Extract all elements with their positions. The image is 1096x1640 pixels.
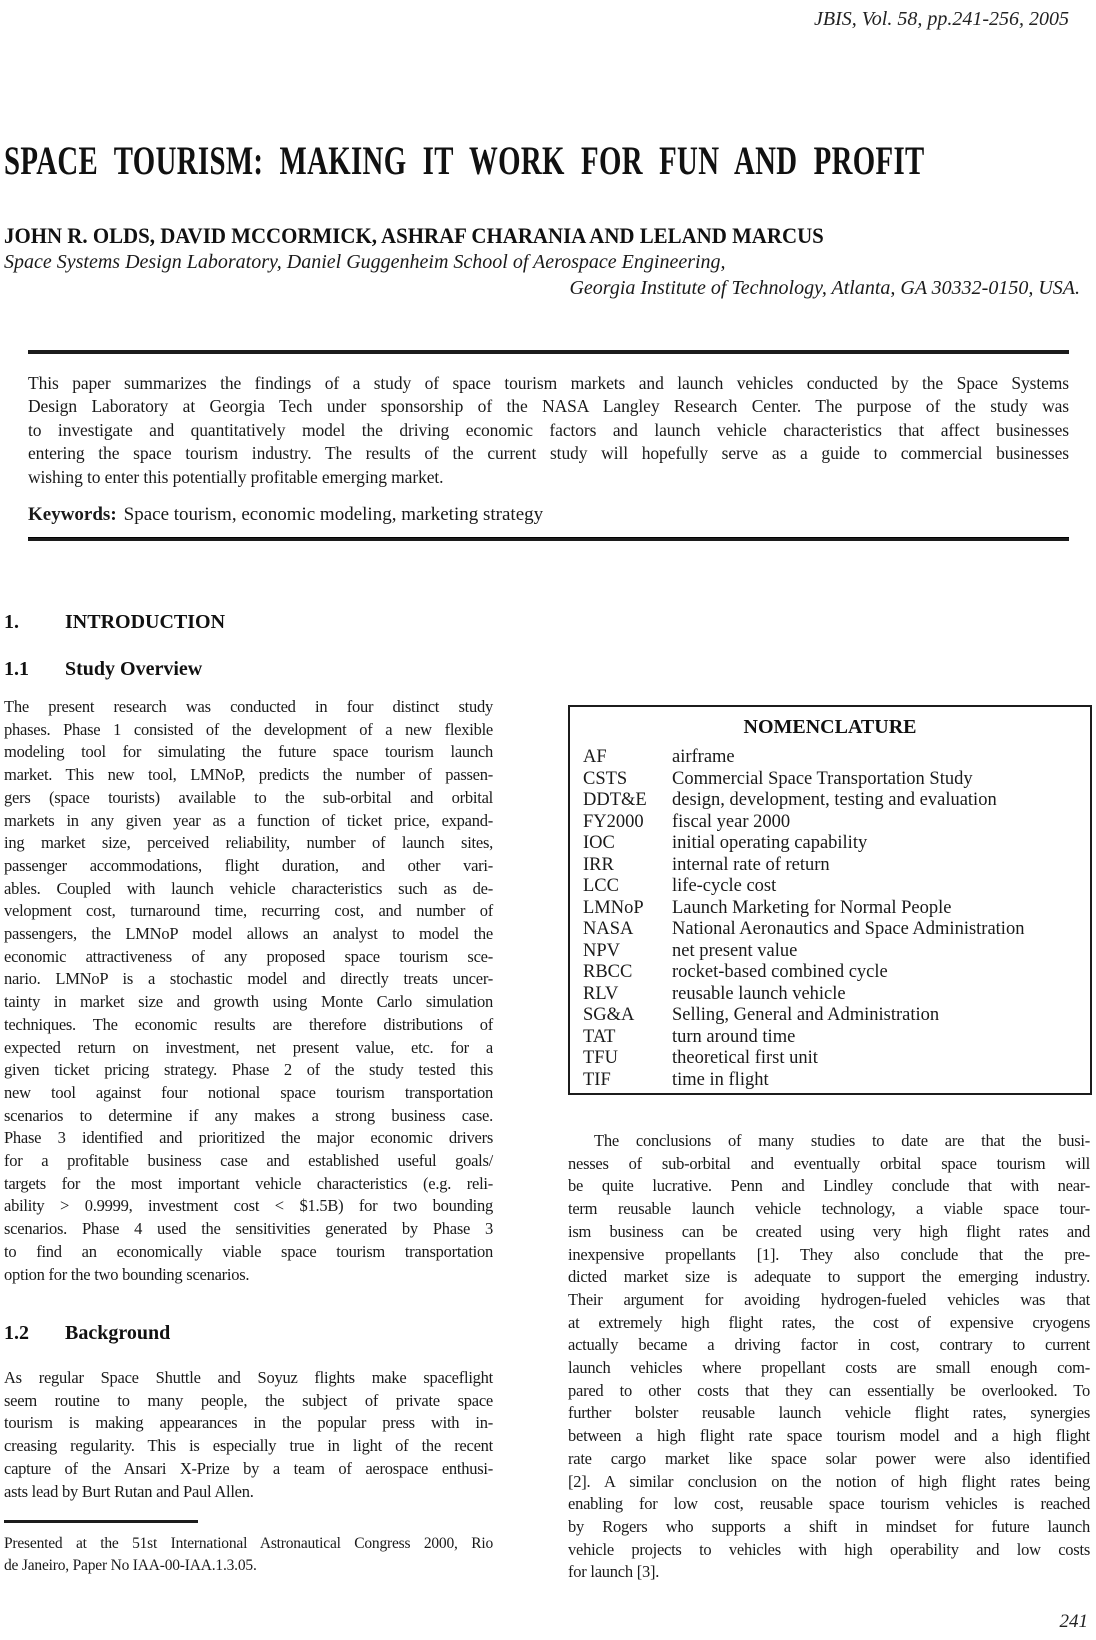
text-line: rate cargo market like space solar power were also identified [568,1448,1090,1468]
text-line: entering the space tourism industry. The results of the current study will hopefully serve as a guide to commercial businesses [28,443,1069,464]
nomenclature-def: fiscal year 2000 [672,811,791,832]
nomenclature-def: internal rate of return [672,854,830,875]
nomenclature-row [583,1048,1082,1070]
text-line: inexpensive propellants [1]. They also conclude that the pre- [568,1244,1090,1264]
text-line: Their argument for avoiding hydrogen-fueled vehicles was that [568,1289,1090,1309]
text-line: passengers, the LMNoP model allows an analyst to model the [4,924,493,944]
nomenclature-abbr: TIF [583,1069,611,1090]
text-line: term reusable launch vehicle technology, a viable space tour- [568,1199,1090,1219]
nomenclature-abbr: SG&A [583,1005,635,1025]
nomenclature-row [583,962,1082,984]
paragraph-study-overview [4,696,493,1286]
abstract-text [28,372,1069,489]
section-title: Study Overview [65,658,203,680]
text-line: This paper summarizes the findings of a study of space tourism markets and launch vehicles conducted by the Space Systems [28,373,1069,393]
text-line: modeling tool for simulating the future space tourism launch [4,742,493,762]
text-line: nario. LMNoP is a stochastic model and directly treats uncer- [4,969,493,989]
authors-line: JOHN R. OLDS, DAVID MCCORMICK, ASHRAF CHARANIA AND LELAND MARCUS [4,223,824,248]
journal-reference: JBIS, Vol. 58, pp.241-256, 2005 [814,8,1069,30]
nomenclature-abbr: RLV [583,983,619,1004]
paper-title: SPACE TOURISM: MAKING IT WORK FOR FUN AND PROFIT [4,138,925,183]
abstract-top-rule [28,350,1069,354]
text-line: [2]. A similar conclusion on the notion of high flight rates being [568,1471,1090,1491]
nomenclature-def: design, development, testing and evaluation [672,790,997,810]
text-line: ability > 0.9999, investment cost < $1.5B) for two bounding [4,1196,493,1216]
keywords-line [28,504,543,526]
text-line: As regular Space Shuttle and Soyuz flights make spaceflight [4,1368,493,1387]
nomenclature-def: reusable launch vehicle [672,983,846,1004]
nomenclature-row [583,769,1082,791]
text-line: The conclusions of many studies to date are that the busi- [594,1131,1090,1150]
nomenclature-abbr: CSTS [583,768,628,789]
section-number: 1.1 [4,658,29,680]
text-line: nesses of sub-orbital and eventually orbital space tourism will [568,1153,1090,1173]
nomenclature-list [570,747,1090,1091]
nomenclature-abbr: LCC [583,876,619,896]
text-line: at extremely high flight rates, the cost of expensive cryogens [568,1312,1090,1332]
abstract-bottom-rule [28,537,1069,541]
text-line: tourism is making appearances in the popular press with in- [4,1413,493,1433]
nomenclature-abbr: RBCC [583,962,633,982]
nomenclature-def: airframe [672,747,735,767]
nomenclature-abbr: LMNoP [583,897,644,918]
text-line: vehicle projects to vehicles with high operability and low costs [568,1539,1090,1559]
text-line: passenger accommodations, flight duration, and other vari- [4,855,493,875]
text-line: be quite lucrative. Penn and Lindley conclude that with near- [568,1176,1090,1196]
text-line: ables. Coupled with launch vehicle characteristics such as de- [4,878,493,898]
nomenclature-abbr: IOC [583,833,615,853]
nomenclature-abbr: AF [583,747,607,767]
text-line: techniques. The economic results are therefore distributions of [4,1014,493,1034]
text-line: targets for the most important vehicle characteristics (e.g. reli- [4,1173,493,1193]
page-number: 241 [1059,1611,1088,1632]
text-line: The present research was conducted in four distinct study [4,697,493,716]
text-line: asts lead by Burt Rutan and Paul Allen. [4,1481,254,1501]
paragraph-conclusions [568,1130,1090,1584]
text-line: pared to other costs that they can essentially be overlooked. To [568,1380,1090,1400]
nomenclature-def: initial operating capability [672,833,868,853]
text-line: wishing to enter this potentially profitable emerging market. [28,466,444,487]
nomenclature-def: time in flight [672,1069,769,1090]
text-line: Phase 3 identified and prioritized the major economic drivers [4,1128,493,1148]
text-line: for launch [3]. [568,1562,660,1582]
nomenclature-abbr: NPV [583,940,621,961]
text-line: capture of the Ansari X-Prize by a team of aerospace enthusi- [4,1458,493,1478]
nomenclature-abbr: TAT [583,1026,616,1047]
nomenclature-abbr: FY2000 [583,811,644,832]
nomenclature-row [583,1070,1082,1092]
nomenclature-row [583,941,1082,963]
text-line: to find an economically viable space tourism transportation [4,1241,493,1261]
nomenclature-def: rocket-based combined cycle [672,962,888,982]
text-line: scenarios. Phase 4 used the sensitivities generated by Phase 3 [4,1219,493,1239]
section-heading-study-overview [4,658,202,681]
nomenclature-def: Commercial Space Transportation Study [672,768,973,789]
nomenclature-def: theoretical first unit [672,1048,818,1068]
nomenclature-row [583,790,1082,812]
text-line: Design Laboratory at Georgia Tech under sponsorship of the NASA Langley Research Center. The purpose of the study was [28,396,1069,417]
nomenclature-title: NOMENCLATURE [743,716,917,738]
text-line: new tool against four notional space tourism transportation [4,1082,493,1102]
affiliation-line-2: Georgia Institute of Technology, Atlanta, GA 30332-0150, USA. [569,277,1080,299]
nomenclature-row [583,855,1082,877]
text-line: seem routine to many people, the subject of private space [4,1390,493,1410]
nomenclature-row [583,984,1082,1006]
nomenclature-row [583,919,1082,941]
text-line: tainty in market size and growth using Monte Carlo simulation [4,992,493,1012]
nomenclature-def: National Aeronautics and Space Administration [672,919,1025,939]
text-line: given ticket pricing strategy. Phase 2 of the study tested this [4,1060,493,1080]
paragraph-background [4,1367,493,1503]
section-number: 1.2 [4,1322,29,1344]
text-line: actually became a driving factor in cost, contrary to current [568,1335,1090,1355]
text-line: further bolster reusable launch vehicle flight rates, synergies [568,1403,1090,1423]
text-line: markets in any given year as a function of ticket price, expand- [4,810,493,830]
text-line: scenarios to determine if any makes a strong business case. [4,1105,493,1125]
section-title: Background [65,1322,171,1344]
text-line: to investigate and quantitatively model the driving economic factors and launch vehicle characteristics that affect businesses [28,419,1069,440]
nomenclature-row [583,1005,1082,1027]
text-line: creasing regularity. This is especially true in light of the recent [4,1436,493,1456]
keywords-text: Space tourism, economic modeling, marketing strategy [123,504,544,525]
text-line: velopment cost, turnaround time, recurring cost, and number of [4,901,493,921]
text-line: enabling for low cost, reusable space tourism vehicles is reached [568,1494,1090,1514]
section-heading-background [4,1322,170,1345]
text-line: market. This new tool, LMNoP, predicts the number of passen- [4,765,493,785]
nomenclature-row [583,747,1082,769]
section-title: INTRODUCTION [65,611,226,633]
nomenclature-abbr: NASA [583,919,634,939]
nomenclature-row [583,876,1082,898]
nomenclature-row [583,833,1082,855]
text-line: dicted market size is adequate to support the emerging industry. [568,1267,1090,1287]
text-line: economic attractiveness of any proposed space tourism sce- [4,946,493,966]
text-line: ism business can be created using very high flight rates and [568,1221,1090,1241]
section-number: 1. [4,611,19,633]
nomenclature-row [583,898,1082,920]
nomenclature-abbr: IRR [583,854,614,875]
nomenclature-box [568,705,1092,1095]
text-line: gers (space tourists) available to the sub-orbital and orbital [4,787,493,807]
text-line: phases. Phase 1 consisted of the development of a new flexible [4,719,493,739]
text-line: expected return on investment, net present value, etc. for a [4,1037,493,1057]
affiliation-line-1: Space Systems Design Laboratory, Daniel Guggenheim School of Aerospace Engineering, [4,251,726,273]
nomenclature-row [583,1027,1082,1049]
text-line: by Rogers who supports a shift in mindset for future launch [568,1516,1090,1536]
nomenclature-def: life-cycle cost [672,876,777,896]
text-line: between a high flight rate space tourism model and a high flight [568,1426,1090,1446]
nomenclature-def: Launch Marketing for Normal People [672,897,952,918]
nomenclature-abbr: DDT&E [583,790,647,810]
nomenclature-def: Selling, General and Administration [672,1005,940,1025]
footnote-rule [4,1520,198,1523]
text-line: de Janeiro, Paper No IAA-00-IAA.1.3.05. [4,1557,257,1574]
text-line: Presented at the 51st International Astronautical Congress 2000, Rio [4,1535,493,1552]
nomenclature-row [583,812,1082,834]
text-line: launch vehicles where propellant costs are small enough com- [568,1358,1090,1378]
text-line: option for the two bounding scenarios. [4,1264,250,1284]
nomenclature-def: turn around time [672,1026,796,1047]
section-heading-introduction [4,611,225,634]
nomenclature-abbr: TFU [583,1048,618,1068]
text-line: for a profitable business case and established useful goals/ [4,1151,493,1171]
text-line: ing market size, perceived reliability, number of launch sites, [4,833,493,853]
keywords-label: Keywords: [28,504,117,525]
footnote [4,1533,493,1577]
nomenclature-def: net present value [672,940,798,961]
